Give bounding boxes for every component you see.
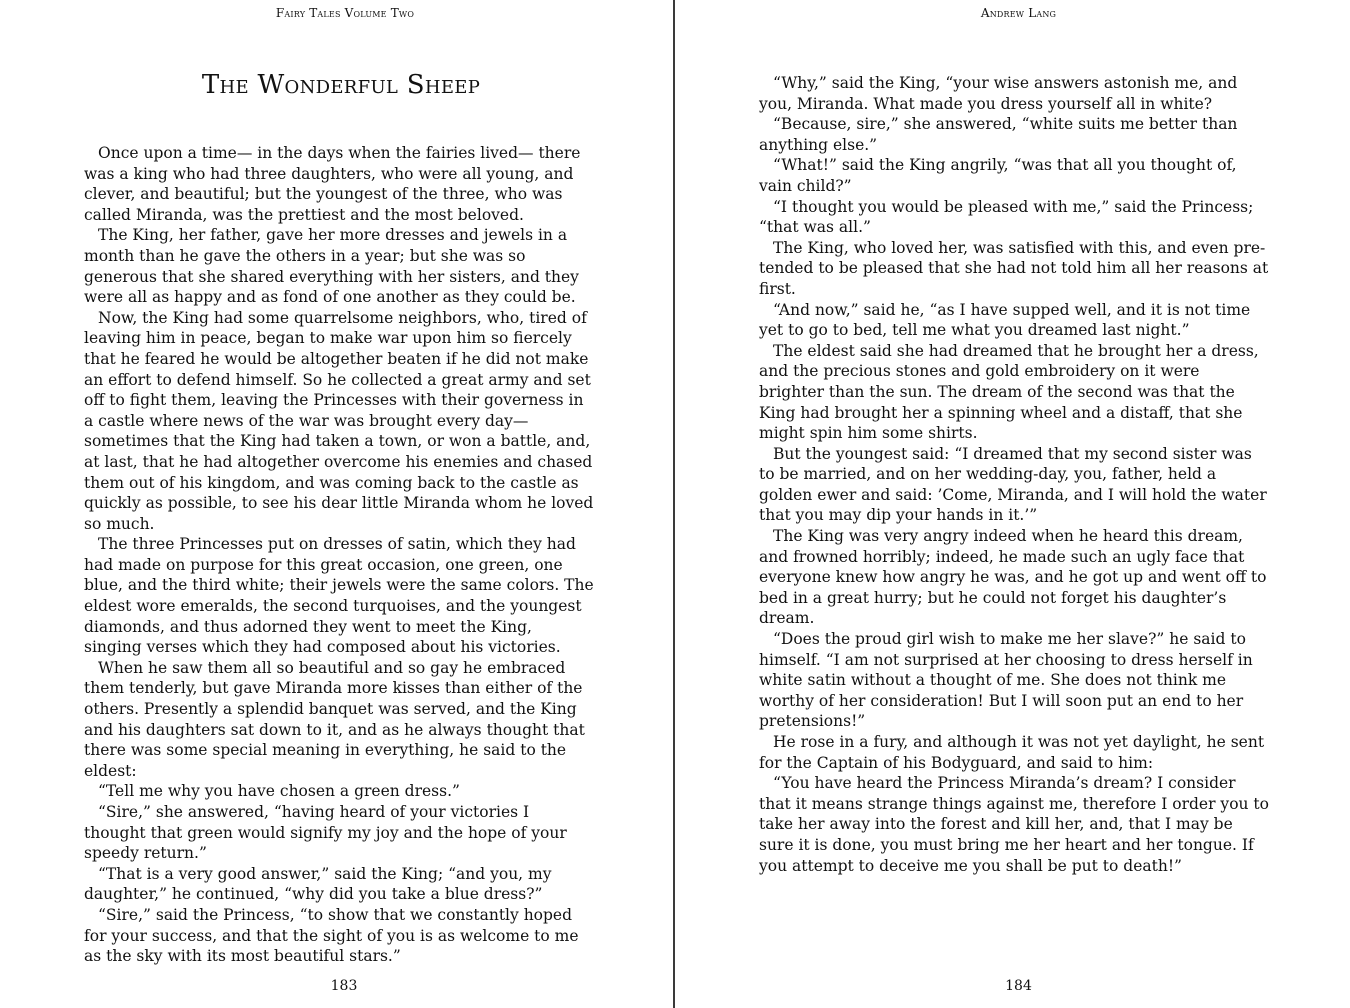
left-page (0, 0, 674, 1008)
paragraph: The King was very angry indeed when he heard this dream, and frowned horribly; indeed, he made such an ugly face that everyone knew how angry he was, and he got up and went off to bed in a great hurry; but he could not forget his daughter’s dream. (759, 527, 1267, 628)
running-head-author: Andrew Lang (980, 6, 1057, 20)
paragraph: “I thought you would be pleased with me,” said the Princess; “that was all.” (759, 197, 1254, 237)
running-head-book-title: Fairy Tales Volume Two (275, 6, 415, 20)
paragraph: Once upon a time— in the days when the fairies lived— there was a king who had three daughters, who were all young, and clever, and beautiful; but the youngest of the three, who was called Miranda, was the prettiest and the most beloved. (84, 144, 581, 224)
paragraph: When he saw them all so beautiful and so gay he embraced them tenderly, but gave Miranda more kisses than either of the others. Presently a splendid banquet was served, and the King and his daughters sat down to it, and as he always thought that there was some special meaning in everything, he said to the eldest: (84, 658, 585, 780)
chapter-title: The Wonderful Sheep (201, 70, 481, 100)
paragraph: “Because, sire,” she answered, “white suits me better than anything else.” (759, 115, 1238, 154)
paragraph: The eldest said she had dreamed that he brought her a dress, and the precious stones and gold embroidery on it were brighter than the sun. The dream of the second was that the King had brought her a spinning wheel and a distaff, that she might spin him some shirts. (759, 341, 1259, 443)
paragraph: The King, her father, gave her more dresses and jewels in a month than he gave the others in a year; but she was so generous that she shared everything with her sisters, and they were all as happy and as fond of one another as they could be. (84, 226, 579, 307)
paragraph: “Sire,” she answered, “having heard of your victories I thought that green would signify my joy and the hope of your speedy return.” (84, 803, 567, 863)
page-number: 184 (1005, 978, 1032, 994)
paragraph: Now, the King had some quarrelsome neighbors, who, tired of leaving him in peace, began to make war upon him so fiercely that he feared he would be altogether beaten if he did not make an effort to defend himself. So he collected a great army and set off to fight them, leaving the Princesses with their governess in a castle where news of the war was brought every day—sometimes that the King had taken a town, or won a battle, and, at last, that he had altogether overcome his enemies and chased them out of his kingdom, and was coming back to the castle as quickly as possible, to see his dear little Miranda whom he loved so much. (84, 308, 594, 533)
page-number: 183 (330, 978, 358, 994)
paragraph: He rose in a fury, and although it was not yet daylight, he sent for the Captain of his Bodyguard, and said to him: (759, 733, 1265, 772)
paragraph: “And now,” said he, “as I have supped well, and it is not time yet to go to bed, tell me what you dreamed last night.” (759, 300, 1251, 340)
paragraph: “Sire,” said the Princess, “to show that we constantly hoped for your success, and that the sight of you is as welcome to me as the sky with its most beautiful stars.” (84, 905, 579, 966)
paragraph: The three Princesses put on dresses of satin, which they had had made on purpose for this great occasion, one green, one blue, and the third white; their jewels were the same colors. The eldest wore emeralds, the second turquoises, and the youngest diamonds, and thus adorned they went to meet the King, singing verses which they had composed about his victories. (84, 535, 594, 657)
paragraph: “What!” said the King angrily, “was that all you thought of, vain child?” (759, 156, 1237, 195)
paragraph: “Tell me why you have chosen a green dress.” (98, 782, 460, 801)
right-page (675, 0, 1350, 1008)
paragraph: “Does the proud girl wish to make me her slave?” he said to himself. “I am not surprised at her choosing to dress herself in white satin without a thought of me. She does not think me worthy of her consideration! But I will soon put an end to her pretensions!” (759, 630, 1253, 731)
paragraph: The King, who loved her, was satisfied with this, and even pretended to be pleased that she had not told him all her reasons at first. (759, 238, 1269, 298)
paragraph: “That is a very good answer,” said the King; “and you, my daughter,” he continued, “why did you take a blue dress?” (84, 864, 552, 904)
paragraph: “You have heard the Princess Miranda’s dream? I consider that it means strange things against me, therefore I order you to take her away into the forest and kill her, and, that I may be sure it is done, you must bring me her heart and her tongue. If you attempt to deceive me you shall be put to death!” (759, 774, 1269, 875)
paragraph: But the youngest said: “I dreamed that my second sister was to be married, and on her wedding-day, you, father, held a golden ewer and said: ’Come, Miranda, and I will hold the water that you may dip your hands in it.’” (759, 444, 1267, 525)
paragraph: “Why,” said the King, “your wise answers astonish me, and you, Miranda. What made you dress yourself all in white? (759, 74, 1238, 113)
left-page-body (84, 143, 594, 967)
right-page-body (759, 73, 1269, 876)
